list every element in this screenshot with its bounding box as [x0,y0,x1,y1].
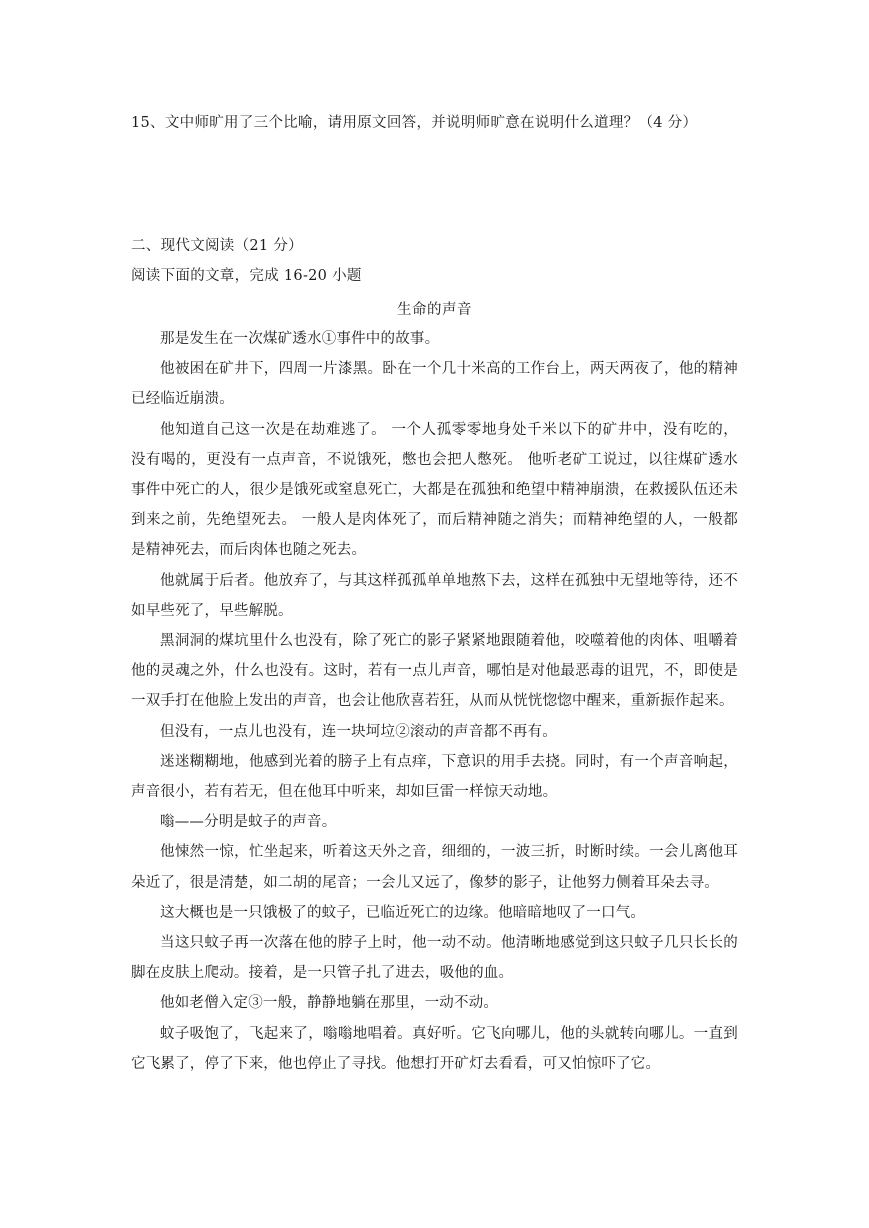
article-paragraph: 这大概也是一只饿极了的蚊子，已临近死亡的边缘。他暗暗地叹了一口气。 [160,904,646,921]
article-body [131,324,738,1079]
article-paragraph: 那是发生在一次煤矿透水①事件中的故事。 [160,331,440,347]
article-paragraph: 他悚然一惊，忙坐起来，听着这天外之音，细细的，一波三折，时断时续。一会儿离他耳朵近了，很是清楚，如二胡的尾音；一会儿又远了，像梦的影子，让他努力侧着耳朵去寻。 [131,844,738,891]
article-paragraph: 他知道自己这一次是在劫难逃了。 一个人孤零零地身处千米以下的矿井中，没有吃的，没有喝的，更没有一点声音，不说饿死，憋也会把人憋死。 他听老矿工说过，以往煤矿透水事件中死亡的人，很少是饿死或窒息死亡，大都是在孤独和绝望中精神崩溃，在救援队伍还未到来之前，先绝望死去。 一般人是肉体死了，而后精神随之消失；而精神绝望的人，一般都是精神死去，而后肉体也随之死去。 [131,421,738,559]
question-15: 15、文中师旷用了三个比喻，请用原文回答，并说明师旷意在说明什么道理？（4 分） [131,115,698,131]
article-paragraph: 但没有，一点儿也没有，连一块坷垃②滚动的声音都不再有。 [160,723,557,740]
article-paragraph: 当这只蚊子再一次落在他的脖子上时，他一动不动。他清晰地感觉到这只蚊子几只长长的脚在皮肤上爬动。接着，是一只管子扎了进去，吸他的血。 [131,935,738,982]
article-title: 生命的声音 [397,302,472,318]
article-paragraph: 他被困在矿井下，四周一片漆黑。卧在一个几十米高的工作台上，两天两夜了，他的精神已经临近崩溃。 [131,361,738,408]
section-heading: 二、现代文阅读（21 分） [131,238,303,254]
reading-instruction: 阅读下面的文章，完成 16-20 小题 [131,268,362,284]
article-paragraph: 他如老僧入定③一般，静静地躺在那里，一动不动。 [160,995,499,1012]
article-paragraph: 他就属于后者。他放弃了，与其这样孤孤单单地熬下去，这样在孤独中无望地等待，还不如早些死了，早些解脱。 [131,572,738,619]
article-paragraph: 蚊子吸饱了，飞起来了，嗡嗡地唱着。真好听。它飞向哪儿，他的头就转向哪儿。一直到它飞累了，停了下来，他也停止了寻找。他想打开矿灯去看看，可又怕惊吓了它。 [131,1025,738,1072]
article-paragraph: 迷迷糊糊地，他感到光着的膀子上有点痒，下意识的用手去挠。同时，有一个声音响起，声音很小，若有若无，但在他耳中听来，却如巨雷一样惊天动地。 [131,753,738,801]
article-paragraph: 嗡——分明是蚊子的声音。 [160,814,337,831]
article-paragraph: 黑洞洞的煤坑里什么也没有，除了死亡的影子紧紧地跟随着他，咬噬着他的肉体、咀嚼着他的灵魂之外，什么也没有。这时，若有一点儿声音，哪怕是对他最恶毒的诅咒，不，即使是一双手打在他脸上发出的声音，也会让他欣喜若狂，从而从恍恍惚惚中醒来，重新振作起来。 [131,633,738,710]
